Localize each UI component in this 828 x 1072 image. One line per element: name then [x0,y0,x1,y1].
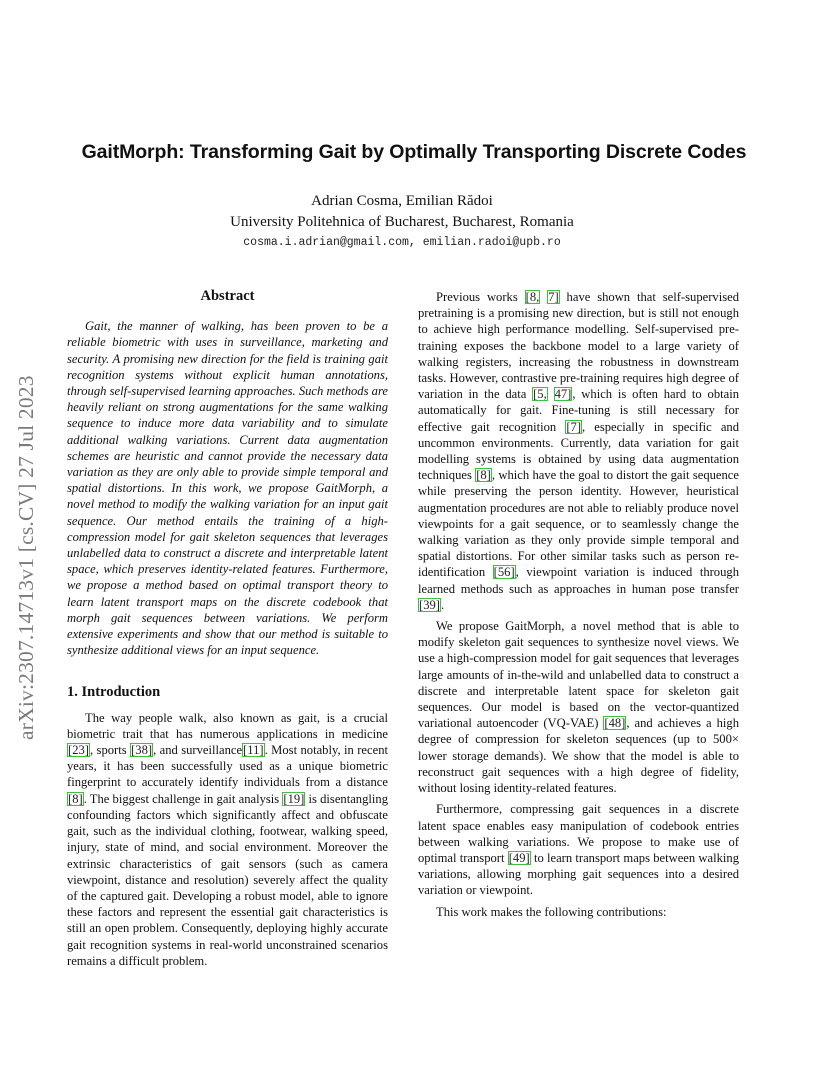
citation-link[interactable]: [56] [493,565,515,580]
author-names: Adrian Cosma, Emilian Rădoi [311,193,493,209]
abstract-text: Gait, the manner of walking, has been proven to be a reliable biometric with uses in surveillance, marketing and security. A promising new direction for the field is training gait recognition systems without explicit human annotations, through self-supervised learning approaches. Such methods are heavily reliant on strong augmentations for the same walking sequence to induce more data variability and to simulate additional walking variations. Current data augmentation schemes are heuristic and cannot provide the necessary data variation as they are only able to provide simple temporal and spatial distortions. In this work, we propose GaitMorph, a novel method to modify the walking variation for an input gait sequence. Our method entails the training of a high-compression model for gait skeleton sequences that leverages unlabelled data to construct a discrete and interpretable latent space, which preserves identity-related features. Furthermore, we propose a method based on optimal transport theory to learn latent transport maps on the discrete codebook that morph gait sequences between variations. We perform extensive experiments and show that our method is suitable to synthesize additional views for an input sequence. [67,319,388,658]
citation-link[interactable]: [8, [525,290,540,304]
citation-link[interactable]: [8] [68,791,83,806]
left-column [67,288,388,969]
citation-link[interactable]: [7] [566,419,582,434]
paper-title: GaitMorph: Transforming Gait by Optimally Transporting Discrete Codes [81,141,747,163]
citation-link[interactable]: 7] [548,290,559,304]
intro-paragraph-5: This work makes the following contributions: [436,904,667,919]
citation-link[interactable]: [23] [68,743,89,758]
intro-paragraph-3: We propose GaitMorph, a novel method that is able to modify skeleton gait sequences to synthesize novel views. We use a high-compression model for gait sequences that leverages large amounts of in-the-wild and unlabelled data to construct a discrete and interpretable latent space for skeleton gait sequences. Our model is based on the vector-quantized variational autoencoder (VQ-VAE) [48], and achieves a high degree of compression for skeleton sequences (up to 500× lower storage demands). We show that the model is able to reconstruct gait sequences with a high degree of fidelity, without losing identity-related features. [418,619,739,796]
citation-link[interactable]: [49] [508,850,530,865]
citation-link[interactable]: [11] [243,743,264,758]
citation-link[interactable]: 47] [554,387,572,402]
citation-link[interactable]: [39] [419,597,440,612]
citation-link[interactable]: [8] [476,468,491,483]
citation-link[interactable]: [19] [283,791,305,806]
section-heading-introduction: 1. Introduction [67,684,161,701]
citation-link[interactable]: [38] [131,743,153,758]
intro-paragraph-4: Furthermore, compressing gait sequences in a discrete latent space enables easy manipulation of codebook entries between walking variations. We propose to make use of optimal transport [49] to learn transport maps between walking variations, allowing morphing gait sequences into a desired variation or viewpoint. [418,802,739,898]
author-emails: cosma.i.adrian@gmail.com, emilian.radoi@upb.ro [243,236,561,249]
intro-paragraph-1: The way people walk, also known as gait, is a crucial biometric trait that has numerous applications in medicine [23], sports [38], and surveillance[11]. Most notably, in recent years, it has been successfully used as a unique biometric fingerprint to accurately identify individuals from a distance [8]. The biggest challenge in gait analysis [19] is disentangling confounding factors which significantly affect and obfuscate gait, such as the individual clothing, footwear, walking speed, injury, state of mind, and social environment. Moreover the extrinsic characteristics of gait sensors (such as camera viewpoint, distance and resolution) severely affect the quality of the captured gait. Developing a robust model, able to ignore these factors and represent the essential gait characteristics is still an open problem. Consequently, deploying highly accurate gait recognition systems in real-world unconstrained scenarios remains a difficult problem. [67,710,388,968]
intro-paragraph-2: Previous works [8, 7] have shown that self-supervised pretraining is a promising new direction, but is still not enough to achieve high performance modelling. Self-supervised pre-training exposes the backbone model to a large variety of walking registers, increasing the robustness in downstream tasks. However, contrastive pre-training requires high degree of variation in the data [5, 47], which is often hard to obtain automatically for gait. Fine-tuning is still necessary for effective gait recognition [7], especially in specific and uncommon environments. Currently, data variation for gait modelling systems is obtained by using data augmentation techniques [8], which have the goal to distort the gait sequence while preserving the person identity. However, heuristical augmentation procedures are not able to reliably produce novel viewpoints for a gait sequence, or to seamlessly change the walking variation as they only provide simple temporal and spatial distortions. For other similar tasks such as person re-identification [56], viewpoint variation is induced through learned methods such as approaches in human pose transfer [39]. [418,290,740,612]
arxiv-identifier: arXiv:2307.14713v1 [cs.CV] 27 Jul 2023 [14,375,38,740]
abstract-heading: Abstract [200,288,255,304]
citation-link[interactable]: [5, [533,387,547,402]
right-column [418,289,739,920]
author-affiliation: University Politehnica of Bucharest, Bucharest, Romania [230,214,574,230]
citation-link[interactable]: [48] [604,716,626,731]
